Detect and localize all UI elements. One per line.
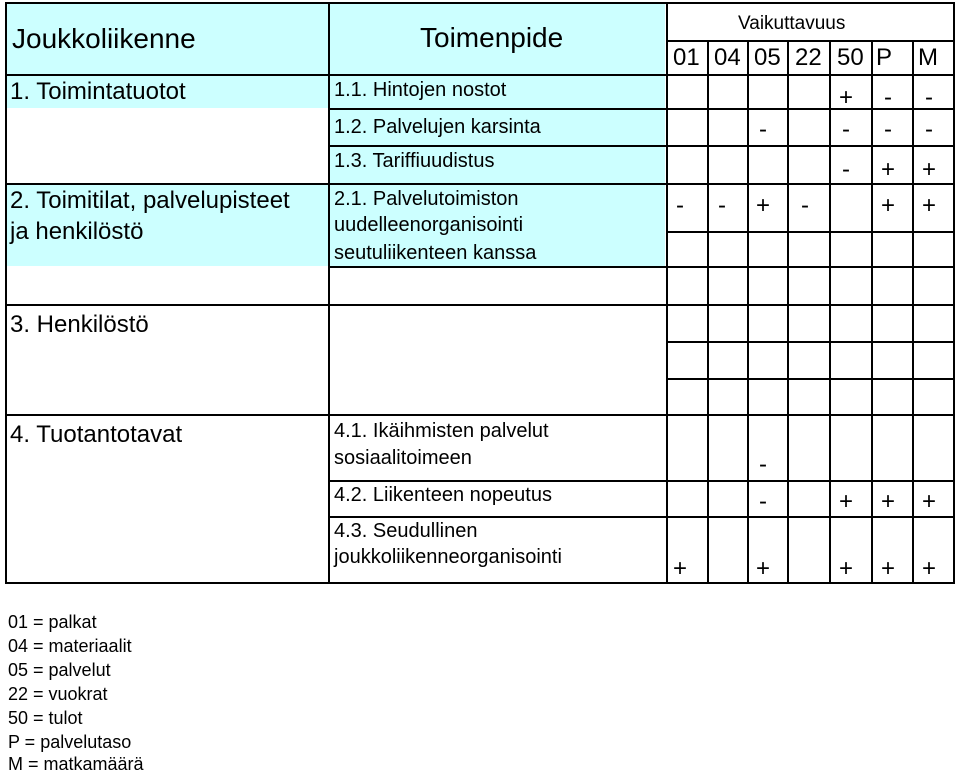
legend-item: 50 = tulot xyxy=(8,708,83,728)
impact-mark: - xyxy=(842,156,850,183)
action-label: sosiaalitoimeen xyxy=(334,447,472,469)
action-label: uudelleenorganisointi xyxy=(334,214,524,236)
legend-item: 01 = palkat xyxy=(8,612,97,632)
impact-column-header: Vaikuttavuus xyxy=(738,13,846,34)
category-label: 1. Toimintatuotot xyxy=(10,78,186,105)
impact-mark: - xyxy=(759,488,767,515)
code-05: 05 xyxy=(754,44,781,71)
impact-mark: + xyxy=(880,555,895,582)
action-label: seutuliikenteen kanssa xyxy=(334,242,537,264)
category-label: 3. Henkilöstö xyxy=(10,311,149,338)
impact-mark: + xyxy=(755,192,770,219)
impact-mark: + xyxy=(838,555,853,582)
impact-mark: - xyxy=(759,116,767,143)
impact-mark: - xyxy=(884,116,892,143)
impact-mark: + xyxy=(880,192,895,219)
impact-mark: - xyxy=(884,84,892,111)
category-label: 4. Tuotantotavat xyxy=(10,421,183,448)
impact-mark: + xyxy=(921,192,936,219)
impact-mark: - xyxy=(801,192,809,219)
action-label: 4.2. Liikenteen nopeutus xyxy=(334,484,552,506)
action-label: 1.3. Tariffiuudistus xyxy=(334,150,495,172)
action-label: 2.1. Palvelutoimiston xyxy=(334,188,519,210)
impact-mark: + xyxy=(921,555,936,582)
legend-item: M = matkamäärä xyxy=(8,754,144,774)
category-label: 2. Toimitilat, palvelupisteet xyxy=(10,187,290,214)
code-01: 01 xyxy=(673,44,700,71)
impact-mark: + xyxy=(838,488,853,515)
category-label: ja henkilöstö xyxy=(10,218,144,245)
legend-item: P = palvelutaso xyxy=(8,732,132,752)
code-p: P xyxy=(876,44,893,71)
code-22: 22 xyxy=(795,44,822,71)
impact-mark: + xyxy=(755,555,770,582)
impact-mark: - xyxy=(842,116,850,143)
code-50: 50 xyxy=(837,44,864,71)
code-m: M xyxy=(918,44,938,71)
code-04: 04 xyxy=(714,44,741,71)
impact-mark: + xyxy=(921,156,936,183)
legend-item: 22 = vuokrat xyxy=(8,684,108,704)
impact-mark: - xyxy=(718,192,726,219)
impact-mark: - xyxy=(925,116,933,143)
legend-item: 05 = palvelut xyxy=(8,660,111,680)
action-label: 1.2. Palvelujen karsinta xyxy=(334,116,541,138)
action-label: 1.1. Hintojen nostot xyxy=(334,79,507,101)
impact-mark: - xyxy=(676,192,684,219)
action-label: 4.3. Seudullinen xyxy=(334,520,478,542)
impact-mark: + xyxy=(838,84,853,111)
action-column-header: Toimenpide xyxy=(420,22,564,53)
impact-mark: + xyxy=(921,488,936,515)
impact-mark: + xyxy=(672,555,687,582)
impact-mark: + xyxy=(880,488,895,515)
impact-mark: - xyxy=(759,451,767,478)
table-title: Joukkoliikenne xyxy=(12,23,196,54)
action-label: 4.1. Ikäihmisten palvelut xyxy=(334,420,549,442)
legend-item: 04 = materiaalit xyxy=(8,636,132,656)
impact-mark: + xyxy=(880,156,895,183)
impact-mark: - xyxy=(925,84,933,111)
action-label: joukkoliikenneorganisointi xyxy=(334,546,562,568)
